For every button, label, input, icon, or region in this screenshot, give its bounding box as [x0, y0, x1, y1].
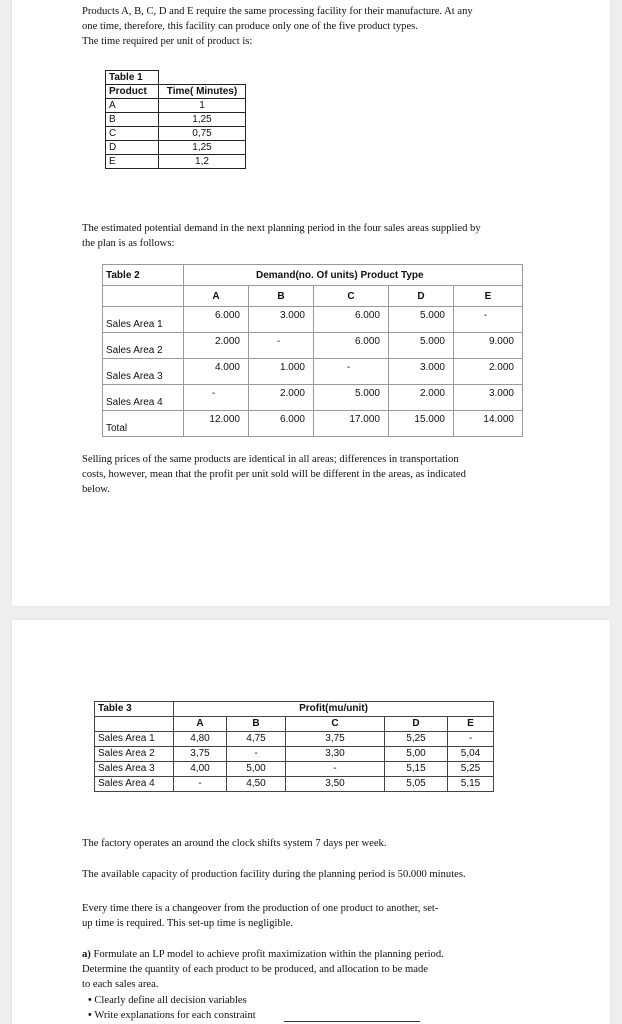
- list-item: • Write explanations for each constraint: [88, 1008, 256, 1023]
- question-a: a) Formulate an LP model to achieve profit maximization within the planning period. Determine the quantity of each product to be produced, and allocation to be made to each sales area.: [82, 949, 444, 990]
- question-bullets: [88, 993, 256, 1023]
- table3-col-c: C: [286, 717, 385, 732]
- table-row: E 1,2: [106, 155, 246, 169]
- demand-paragraph: The estimated potential demand in the next planning period in the four sales areas supplied by the plan is as follows:: [82, 223, 481, 249]
- table-row: C 0,75: [106, 127, 246, 141]
- table-row: D 1,25: [106, 141, 246, 155]
- factory-paragraph: The factory operates an around the clock shifts system 7 days per week.: [82, 838, 387, 849]
- table-row: A 1: [106, 99, 246, 113]
- table-row: Sales Area 2 2.000 - 6.000 5.000 9.000: [103, 333, 523, 359]
- table2-col-c: C: [314, 286, 389, 307]
- table3-col-e: E: [448, 717, 494, 732]
- table1-header-product: Product: [106, 85, 159, 99]
- table2-col-a: A: [184, 286, 249, 307]
- table3-col-a: A: [174, 717, 227, 732]
- table-row: B 1,25: [106, 113, 246, 127]
- table-row: Sales Area 3 4.000 1.000 - 3.000 2.000: [103, 359, 523, 385]
- list-item: • Clearly define all decision variables: [88, 993, 256, 1008]
- table2-col-d: D: [389, 286, 454, 307]
- table2-col-e: E: [454, 286, 523, 307]
- table-3: [94, 701, 494, 792]
- intro-paragraph: Products A, B, C, D and E require the same processing facility for their manufacture. At any one time, therefore, this facility can produce only one of the five product types. The time required per unit of product is:: [82, 6, 473, 47]
- table2-col-b: B: [249, 286, 314, 307]
- table1-header-time: Time( Minutes): [159, 85, 246, 99]
- table-row: Sales Area 4 - 4,50 3,50 5,05 5,15: [95, 777, 494, 792]
- underline-rule: [284, 1021, 420, 1022]
- changeover-paragraph: Every time there is a changeover from the production of one product to another, set- up time is required. This set-up time is negligible.: [82, 903, 439, 929]
- table3-col-d: D: [385, 717, 448, 732]
- table-1: [105, 70, 246, 169]
- table-row: Sales Area 2 3,75 - 3,30 5,00 5,04: [95, 747, 494, 762]
- table3-col-b: B: [227, 717, 286, 732]
- table-row: Total 12.000 6.000 17.000 15.000 14.000: [103, 411, 523, 437]
- table-row: Sales Area 4 - 2.000 5.000 2.000 3.000: [103, 385, 523, 411]
- table-2: [102, 264, 523, 437]
- table1-title: Table 1: [106, 71, 159, 85]
- table-row: Sales Area 3 4,00 5,00 - 5,15 5,25: [95, 762, 494, 777]
- table2-group-header: Demand(no. Of units) Product Type: [184, 265, 523, 286]
- table-row: Sales Area 1 4,80 4,75 3,75 5,25 -: [95, 732, 494, 747]
- table3-group-header: Profit(mu/unit): [174, 702, 494, 717]
- selling-paragraph: Selling prices of the same products are identical in all areas; differences in transportation costs, however, mean that the profit per unit sold will be different in the areas, as indicated below.: [82, 454, 466, 495]
- table3-title: Table 3: [95, 702, 174, 717]
- table2-title: Table 2: [103, 265, 184, 286]
- capacity-paragraph: The available capacity of production facility during the planning period is 50.000 minutes.: [82, 869, 466, 880]
- table-row: Sales Area 1 6.000 3.000 6.000 5.000 -: [103, 307, 523, 333]
- question-label: a): [82, 949, 91, 960]
